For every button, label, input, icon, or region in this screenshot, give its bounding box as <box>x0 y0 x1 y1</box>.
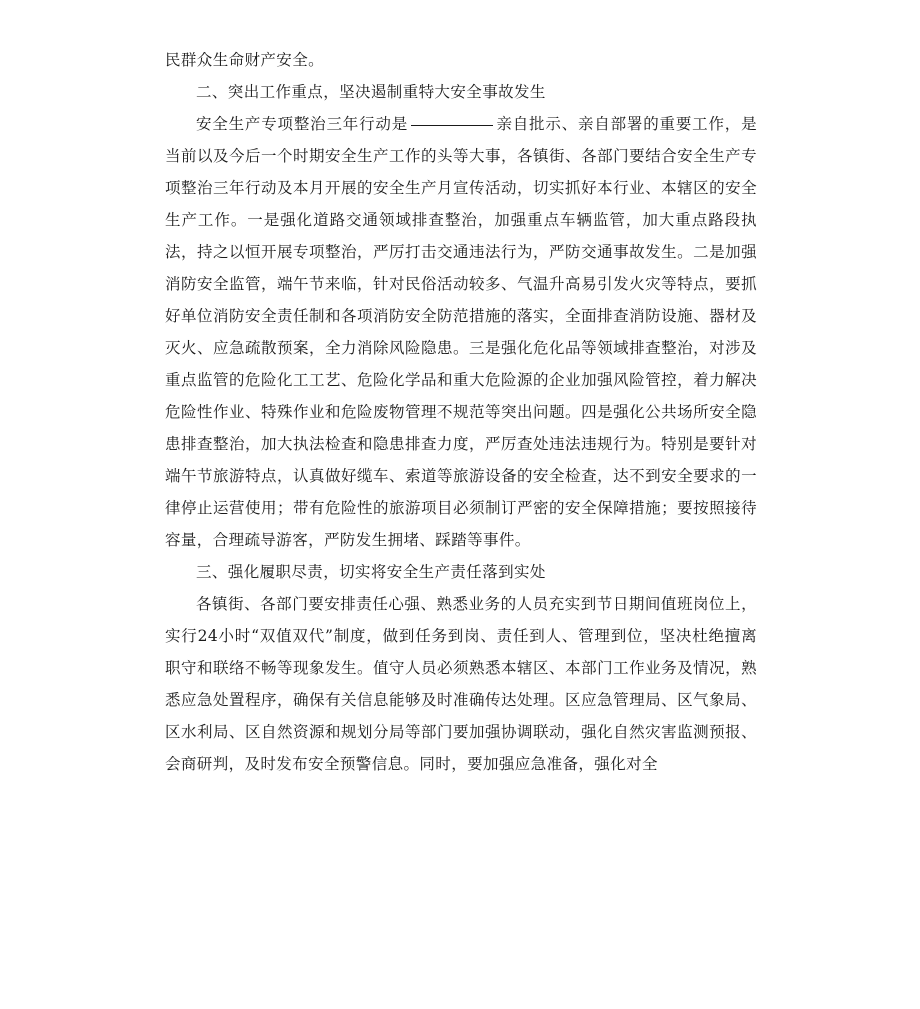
section-2-paragraph-start: 安全生产专项整治三年行动是 <box>196 115 409 133</box>
section-heading-2: 二、突出工作重点，坚决遏制重特大安全事故发生 <box>196 83 546 101</box>
section-2-paragraph-rest: 亲自批示、亲自部署的重要工作，是当前以及今后一个时期安全生产工作的头等大事，各镇街、各部门要结合安全生产专项整治三年行动及本月开展的安全生产月宣传活动，切实抓好本行业、本辖区的安全生产工作。一是强化道路交通领域排查整治，加强重点车辆监管，加大重点路段执法，持之以恒开展专项整治，严厉打击交通违法行为，严防交通事故发生。二是加强消防安全监管，端午节来临，针对民俗活动较多、气温升高易引发火灾等特点，要抓好单位消防安全责任制和各项消防安全防范措施的落实，全面排查消防设施、器材及灭火、应急疏散预案，全力消除风险隐患。三是强化危化品等领域排查整治，对涉及重点监管的危险化工工艺、危险化学品和重大危险源的企业加强风险管控，着力解决危险性作业、特殊作业和危险废物管理不规范等突出问题。四是强化公共场所安全隐患排查整治，加大执法检查和隐患排查力度，严厉查处违法违规行为。特别是要针对端午节旅游特点，认真做好缆车、索道等旅游设备的安全检查，达不到安全要求的一律停止运营使用；带有危险性的旅游项目必须制订严密的安全保障措施；要按照接待容量，合理疏导游客，严防发生拥堵、踩踏等事件。 <box>165 115 757 549</box>
section-heading-3: 三、强化履职尽责，切实将安全生产责任落到实处 <box>196 563 546 581</box>
continued-paragraph: 民群众生命财产安全。 <box>165 51 325 69</box>
document-body <box>165 44 757 780</box>
fill-in-blank <box>411 124 493 126</box>
section-3-paragraph: 各镇街、各部门要安排责任心强、熟悉业务的人员充实到节日期间值班岗位上，实行24小时“双值双代”制度，做到任务到岗、责任到人、管理到位，坚决杜绝擅离职守和联络不畅等现象发生。值守人员必须熟悉本辖区、本部门工作业务及情况，熟悉应急处置程序，确保有关信息能够及时准确传达处理。区应急管理局、区气象局、区水利局、区自然资源和规划分局等部门要加强协调联动，强化自然灾害监测预报、会商研判，及时发布安全预警信息。同时，要加强应急准备，强化对全 <box>165 595 757 773</box>
section-2-paragraph <box>165 108 757 556</box>
